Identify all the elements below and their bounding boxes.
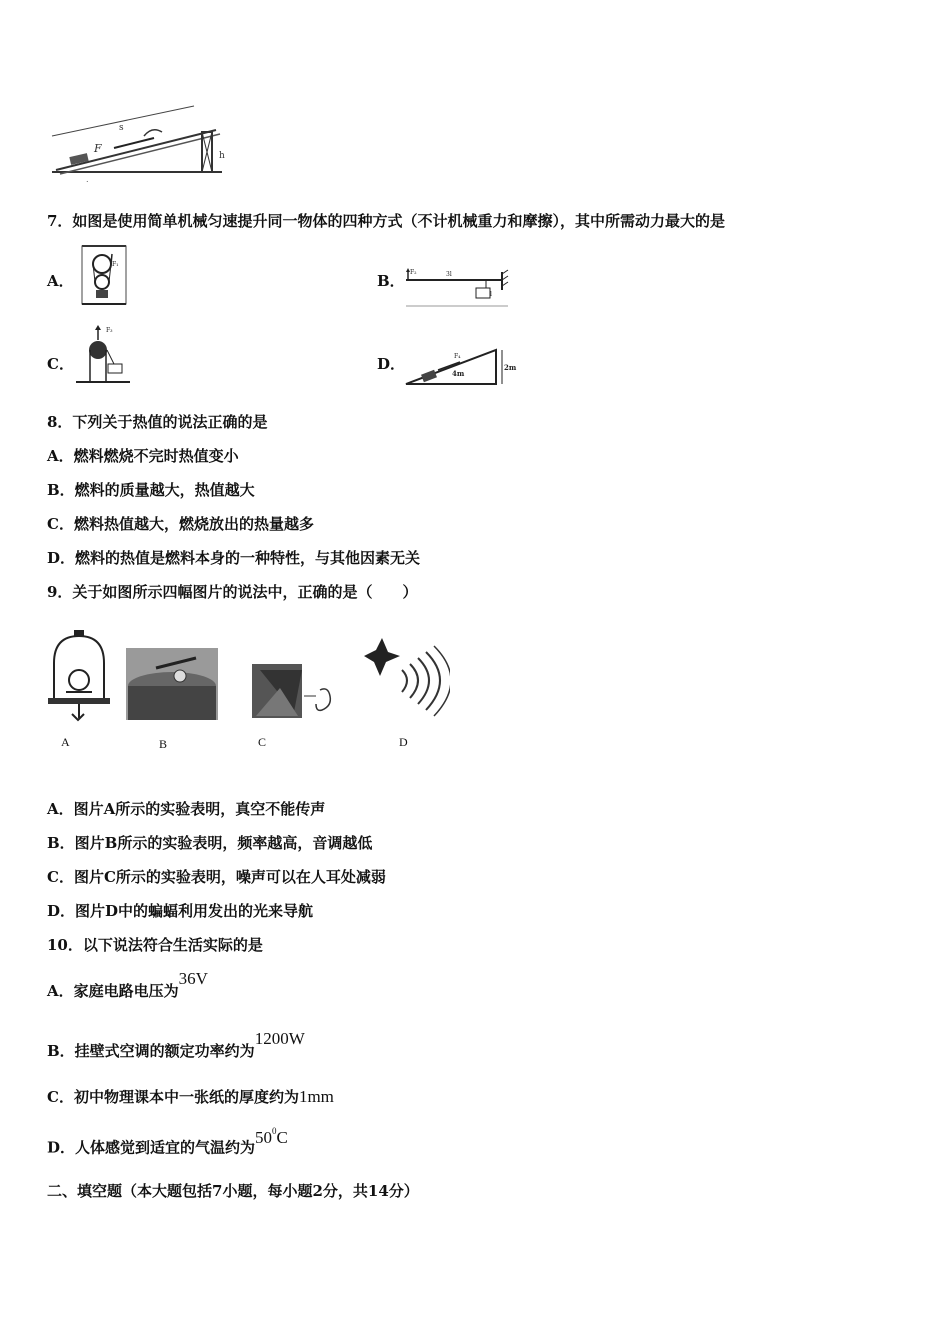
section2-title: 二、填空题（本大题包括7小题，每小题2分，共14分） — [47, 1182, 419, 1200]
q7-figure-b-force: F₂ — [410, 269, 417, 276]
q10-option-d-sup: 0 — [272, 1126, 277, 1136]
q9-figure-b — [126, 648, 218, 720]
q7-figure-d-force: F₄ — [454, 353, 461, 360]
q7-figure-d — [404, 344, 519, 388]
q10-option-d-value: 50 — [255, 1127, 273, 1147]
q8-option-a: A．燃料燃烧不完时热值变小 — [47, 447, 239, 465]
q7-option-d-label: D． — [377, 355, 406, 373]
q10-stem: 10．以下说法符合生活实际的是 — [47, 936, 263, 954]
q9-option-d: D．图片D中的蝙蝠利用发出的光来导航 — [47, 902, 314, 920]
q9-figure-c — [250, 660, 342, 722]
q9-option-c: C．图片C所示的实验表明，噪声可以在人耳处减弱 — [47, 868, 386, 886]
q9-option-a: A．图片A所示的实验表明，真空不能传声 — [47, 800, 326, 818]
incline-label-s: s — [119, 123, 124, 133]
q10-option-b-text: B．挂壁式空调的额定功率约为 — [47, 1042, 255, 1060]
incline-figure — [44, 100, 234, 182]
q10-option-d — [47, 1126, 288, 1158]
q9-figure-a — [44, 628, 114, 728]
q7-option-b-label: B． — [377, 272, 405, 290]
svg-text:l: l — [490, 291, 492, 298]
q10-option-c-text: C．初中物理课本中一张纸的厚度约为 — [47, 1088, 299, 1106]
q8-option-b: B．燃料的质量越大，热值越大 — [47, 481, 255, 499]
q7-figure-b — [404, 266, 514, 308]
svg-text:3l: 3l — [446, 271, 452, 278]
q7-figure-a-force: F₁ — [112, 261, 119, 268]
q7-option-c-label: C． — [47, 355, 74, 373]
q10-option-d-text: D．人体感觉到适宜的气温约为 — [47, 1138, 256, 1157]
q9-caption-a: A — [61, 735, 70, 749]
incline-label-h: h — [219, 151, 225, 161]
q10-option-a-value: 36V — [178, 969, 208, 988]
svg-text:4m: 4m — [452, 369, 465, 378]
q7-option-a-label: A． — [47, 272, 74, 290]
q8-option-c: C．燃料热值越大，燃烧放出的热量越多 — [47, 515, 314, 533]
q7-stem: 7．如图是使用简单机械匀速提升同一物体的四种方式（不计机械重力和摩擦），其中所需动力最大的是 — [47, 212, 725, 230]
q9-caption-b: B — [159, 737, 168, 751]
q10-option-c-value: 1mm — [298, 1087, 334, 1106]
q7-figure-c — [74, 324, 134, 386]
q10-option-a-text: A．家庭电路电压为 — [47, 982, 179, 1000]
q10-option-b-value: 1200W — [254, 1029, 305, 1048]
q8-stem: 8．下列关于热值的说法正确的是 — [47, 413, 268, 431]
q10-option-b — [47, 1029, 305, 1061]
svg-text:2m: 2m — [504, 363, 517, 372]
q7-figure-c-force: F₃ — [106, 327, 113, 334]
svg-text:.: . — [86, 175, 89, 182]
q9-stem: 9．关于如图所示四幅图片的说法中，正确的是（ ） — [47, 583, 418, 601]
q10-option-d-unit: C — [276, 1127, 288, 1147]
q9-caption-c: C — [258, 735, 267, 749]
q10-option-c — [47, 1087, 334, 1107]
q10-option-a — [47, 969, 208, 1001]
incline-label-f: F — [94, 142, 102, 155]
q9-figure-d — [358, 630, 450, 726]
q7-figure-a — [74, 244, 134, 308]
q8-option-d: D．燃料的热值是燃料本身的一种特性，与其他因素无关 — [47, 549, 421, 567]
q9-option-b: B．图片B所示的实验表明，频率越高，音调越低 — [47, 834, 373, 852]
q9-caption-d: D — [399, 735, 408, 749]
